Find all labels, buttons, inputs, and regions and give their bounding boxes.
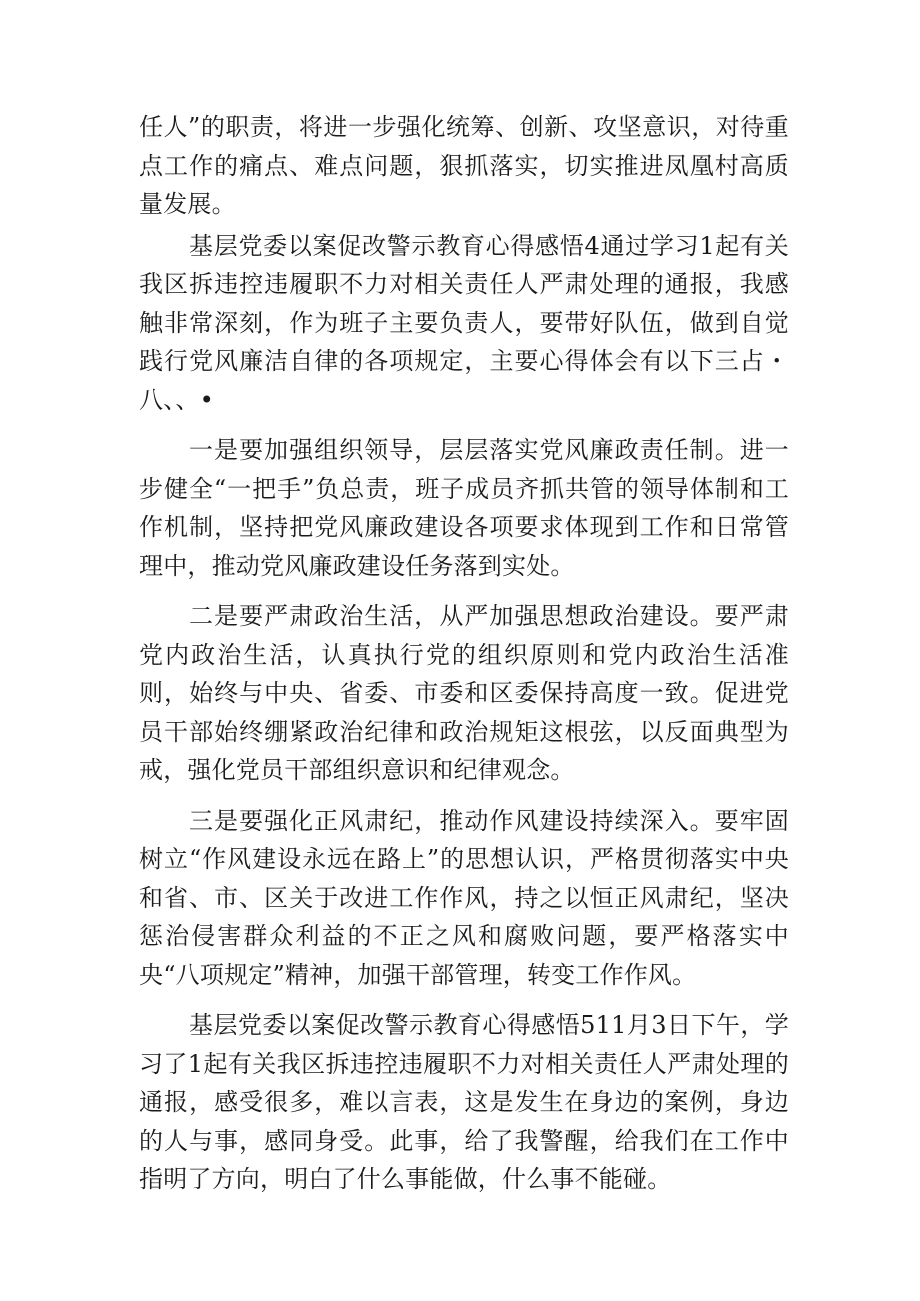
document-body <box>139 108 789 1199</box>
paragraph-point-three: 三是要强化正风肃纪，推动作风建设持续深入。要牢固树立“作风建设永远在路上”的思想认识，严格贯彻落实中央和省、市、区关于改进工作作风，持之以恒正风肃纪，坚决惩治侵害群众利益的不正之风和腐败问题，要严格落实中央“八项规定”精神，加强干部管理，转变工作作风。 <box>139 806 789 989</box>
paragraph-insight-5-intro: 基层党委以案促改警示教育心得感悟511月3日下午，学习了1起有关我区拆违控违履职不力对相关责任人严肃处理的通报，感受很多，难以言表，这是发生在身边的案例，身边的人与事，感同身受。此事，给了我警醒，给我们在工作中指明了方向，明白了什么事能做，什么事不能碰。 <box>139 1011 789 1193</box>
paragraph-point-one: 一是要加强组织领导，层层落实党风廉政责任制。进一步健全“一把手”负总责，班子成员齐抓共管的领导体制和工作机制，坚持把党风廉政建设各项要求体现到工作和日常管理中，推动党风廉政建设任务落到实处。 <box>139 436 789 580</box>
paragraph-point-two: 二是要严肃政治生活，从严加强思想政治建设。要严肃党内政治生活，认真执行党的组织原则和党内政治生活准则，始终与中央、省委、市委和区委保持高度一致。促进党员干部始终绷紧政治纪律和政治规矩这根弦，以反面典型为戒，强化党员干部组织意识和纪律观念。 <box>139 602 789 784</box>
paragraph-continuation: 任人”的职责，将进一步强化统筹、创新、攻坚意识，对待重点工作的痛点、难点问题，狠抓落实，切实推进凤凰村高质量发展。 <box>139 113 789 218</box>
paragraph-insight-4-intro: 基层党委以案促改警示教育心得感悟4通过学习1起有关我区拆违控违履职不力对相关责任人严肃处理的通报，我感触非常深刻，作为班子主要负责人，要带好队伍，做到自觉践行党风廉洁自律的各项规定，主要心得体会有以下三占・八、、• <box>139 231 789 414</box>
